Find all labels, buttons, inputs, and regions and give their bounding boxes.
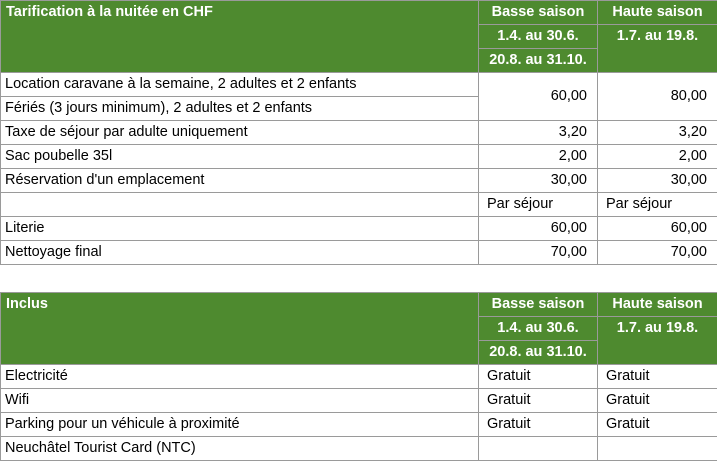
row-label-feries: Fériés (3 jours minimum), 2 adultes et 2 enfants xyxy=(1,97,479,121)
table-row xyxy=(1,217,717,241)
included-basse-dates-1: 1.4. au 30.6. xyxy=(479,317,598,341)
row-label-sac: Sac poubelle 35l xyxy=(1,145,479,169)
included-table xyxy=(0,292,717,461)
sac-haute-value: 2,00 xyxy=(598,145,717,169)
table-row xyxy=(1,413,717,437)
table-row xyxy=(1,389,717,413)
row-label-literie: Literie xyxy=(1,217,479,241)
row-label-wifi: Wifi xyxy=(1,389,479,413)
caravane-feries-haute-value: 80,00 xyxy=(598,73,717,121)
ntc-basse-value xyxy=(479,437,598,461)
basse-saison-dates-1: 1.4. au 30.6. xyxy=(479,25,598,49)
included-basse-saison-header: Basse saison xyxy=(479,293,598,317)
table-row xyxy=(1,73,717,97)
table-row xyxy=(1,437,717,461)
pricing-header-row xyxy=(1,1,717,25)
literie-basse-value: 60,00 xyxy=(479,217,598,241)
haute-saison-dates: 1.7. au 19.8. xyxy=(598,25,717,73)
table-row xyxy=(1,145,717,169)
caravane-feries-basse-value: 60,00 xyxy=(479,73,598,121)
included-haute-saison-header: Haute saison xyxy=(598,293,717,317)
row-label-caravane: Location caravane à la semaine, 2 adultes et 2 enfants xyxy=(1,73,479,97)
basse-saison-header: Basse saison xyxy=(479,1,598,25)
included-header-row xyxy=(1,293,717,317)
included-table-title: Inclus xyxy=(1,293,479,365)
wifi-haute-value: Gratuit xyxy=(598,389,717,413)
pricing-table-title: Tarification à la nuitée en CHF xyxy=(1,1,479,73)
table-row xyxy=(1,169,717,193)
literie-haute-value: 60,00 xyxy=(598,217,717,241)
sac-basse-value: 2,00 xyxy=(479,145,598,169)
taxe-haute-value: 3,20 xyxy=(598,121,717,145)
table-row xyxy=(1,365,717,389)
electricite-haute-value: Gratuit xyxy=(598,365,717,389)
taxe-basse-value: 3,20 xyxy=(479,121,598,145)
row-label-electricite: Electricité xyxy=(1,365,479,389)
row-label-empty xyxy=(1,193,479,217)
parking-haute-value: Gratuit xyxy=(598,413,717,437)
table-row xyxy=(1,193,717,217)
row-label-reservation: Réservation d'un emplacement xyxy=(1,169,479,193)
reservation-haute-value: 30,00 xyxy=(598,169,717,193)
row-label-ntc: Neuchâtel Tourist Card (NTC) xyxy=(1,437,479,461)
reservation-basse-value: 30,00 xyxy=(479,169,598,193)
par-sejour-basse: Par séjour xyxy=(479,193,598,217)
included-haute-dates: 1.7. au 19.8. xyxy=(598,317,717,365)
electricite-basse-value: Gratuit xyxy=(479,365,598,389)
row-label-nettoyage: Nettoyage final xyxy=(1,241,479,265)
table-row xyxy=(1,121,717,145)
parking-basse-value: Gratuit xyxy=(479,413,598,437)
included-basse-dates-2: 20.8. au 31.10. xyxy=(479,341,598,365)
wifi-basse-value: Gratuit xyxy=(479,389,598,413)
nettoyage-basse-value: 70,00 xyxy=(479,241,598,265)
basse-saison-dates-2: 20.8. au 31.10. xyxy=(479,49,598,73)
table-row xyxy=(1,241,717,265)
haute-saison-header: Haute saison xyxy=(598,1,717,25)
row-label-taxe: Taxe de séjour par adulte uniquement xyxy=(1,121,479,145)
ntc-haute-value xyxy=(598,437,717,461)
nettoyage-haute-value: 70,00 xyxy=(598,241,717,265)
par-sejour-haute: Par séjour xyxy=(598,193,717,217)
row-label-parking: Parking pour un véhicule à proximité xyxy=(1,413,479,437)
